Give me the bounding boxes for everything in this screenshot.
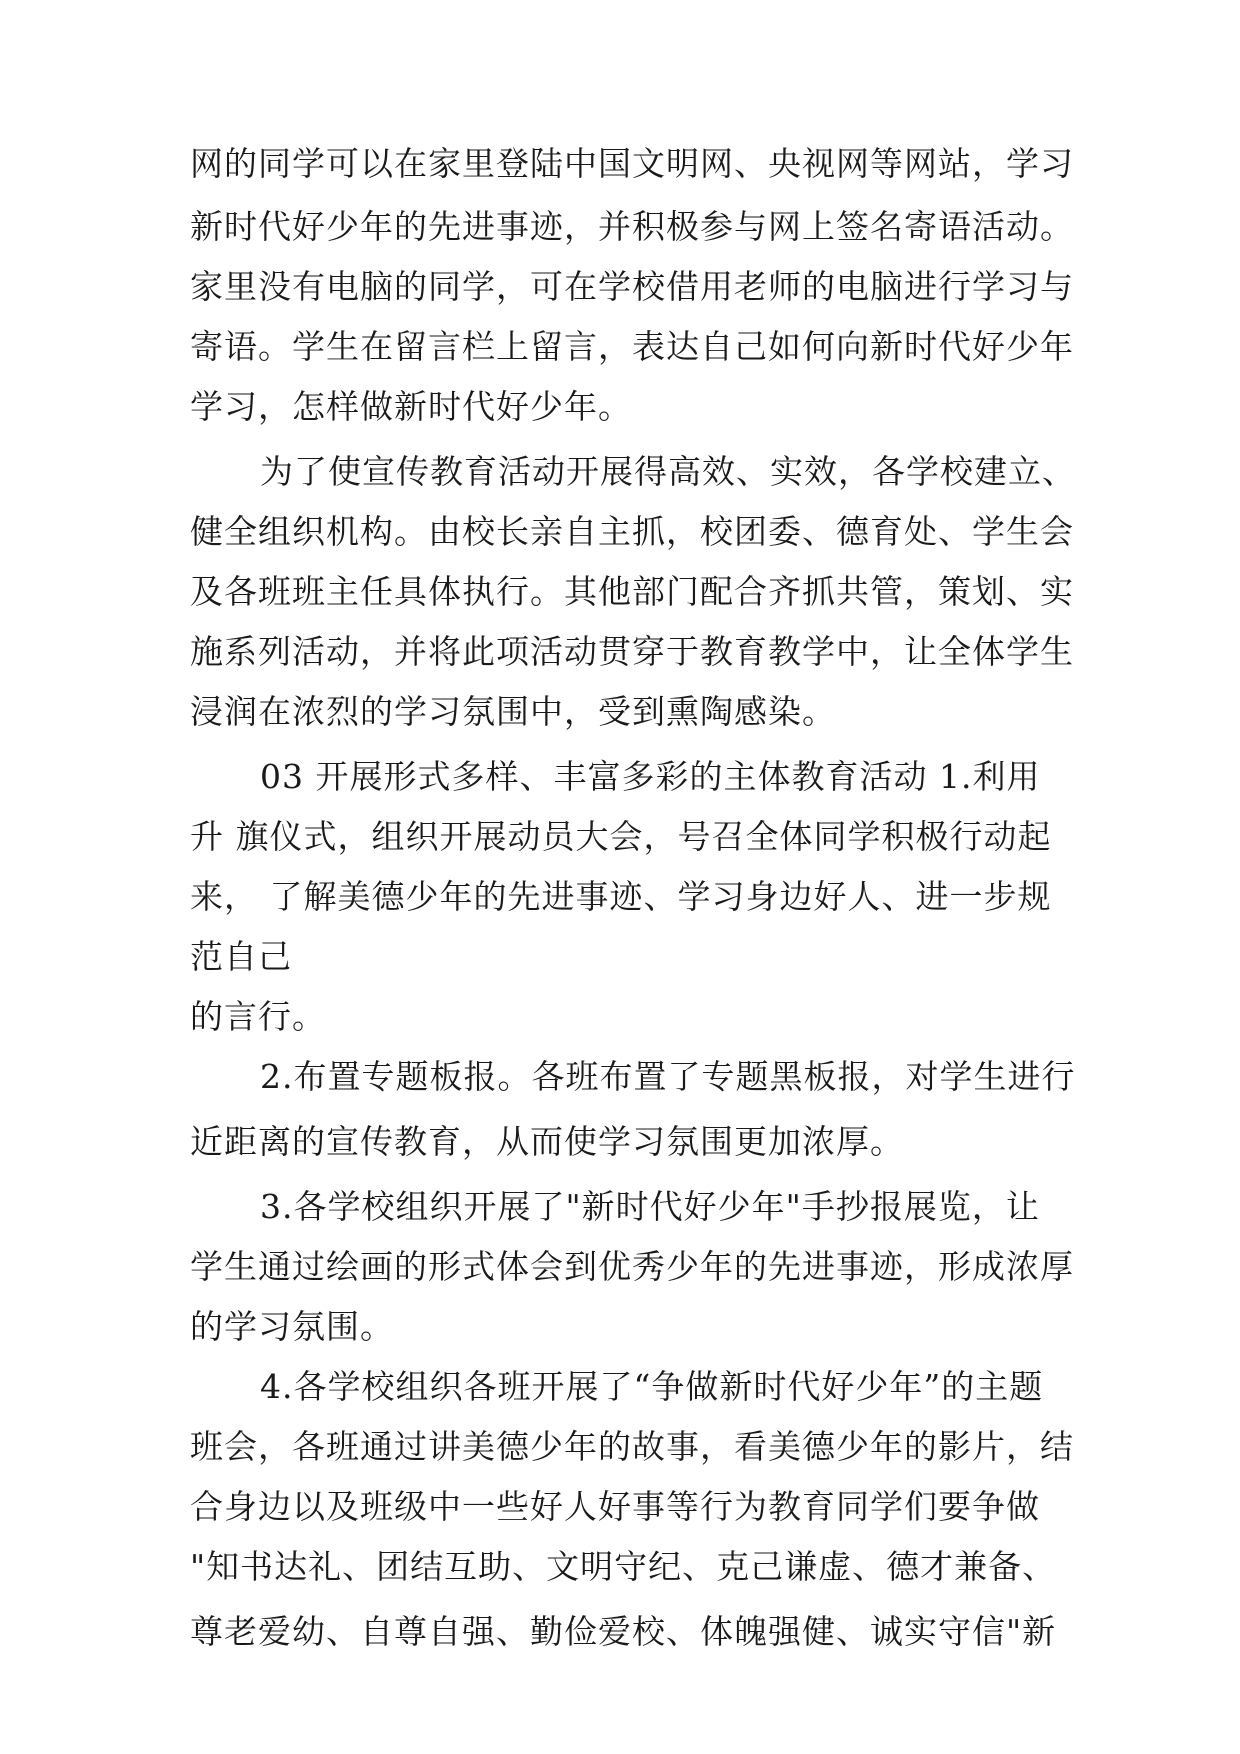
text-line: 的言行。 bbox=[190, 997, 326, 1036]
text-line: 学生通过绘画的形式体会到优秀少年的先进事迹，形成浓厚 bbox=[190, 1247, 1074, 1286]
text-line: 健全组织机构。由校长亲自主抓，校团委、德育处、学生会 bbox=[190, 512, 1074, 551]
paragraph-first-line: 4.各学校组织各班开展了“争做新时代好少年”的主题 bbox=[260, 1367, 1044, 1406]
text-line: "知书达礼、团结互助、文明守纪、克己谦虚、德才兼备、 bbox=[190, 1547, 1057, 1586]
text-line: 施系列活动，并将此项活动贯穿于教育教学中，让全体学生 bbox=[190, 632, 1074, 671]
text-line: 升 旗仪式，组织开展动员大会，号召全体同学积极行动起 bbox=[190, 817, 1052, 856]
text-line: 尊老爱幼、自尊自强、勤俭爱校、体魄强健、诚实守信"新 bbox=[190, 1612, 1057, 1651]
paragraph-first-line: 2.布置专题板报。各班布置了专题黑板报，对学生进行 bbox=[260, 1057, 1076, 1096]
text-line: 来， 了解美德少年的先进事迹、学习身边好人、进一步规 bbox=[190, 877, 1052, 916]
paragraph-first-line: 3.各学校组织开展了"新时代好少年"手抄报展览，让 bbox=[260, 1187, 1040, 1226]
text-line: 及各班班主任具体执行。其他部门配合齐抓共管，策划、实 bbox=[190, 572, 1074, 611]
text-line: 范自己 bbox=[190, 937, 292, 976]
text-line: 的学习氛围。 bbox=[190, 1307, 394, 1346]
paragraph-first-line: 03 开展形式多样、丰富多彩的主体教育活动 1.利用 bbox=[260, 757, 1041, 796]
text-line: 合身边以及班级中一些好人好事等行为教育同学们要争做 bbox=[190, 1487, 1040, 1526]
text-line: 网的同学可以在家里登陆中国文明网、央视网等网站，学习 bbox=[190, 144, 1074, 183]
text-line: 学习，怎样做新时代好少年。 bbox=[190, 387, 632, 426]
text-line: 近距离的宣传教育，从而使学习氛围更加浓厚。 bbox=[190, 1122, 904, 1161]
paragraph-first-line: 为了使宣传教育活动开展得高效、实效，各学校建立、 bbox=[260, 452, 1076, 491]
text-line: 寄语。学生在留言栏上留言，表达自己如何向新时代好少年 bbox=[190, 327, 1074, 366]
text-line: 家里没有电脑的同学，可在学校借用老师的电脑进行学习与 bbox=[190, 267, 1074, 306]
text-line: 浸润在浓烈的学习氛围中，受到熏陶感染。 bbox=[190, 692, 836, 731]
text-line: 班会，各班通过讲美德少年的故事，看美德少年的影片，结 bbox=[190, 1427, 1074, 1466]
text-line: 新时代好少年的先进事迹，并积极参与网上签名寄语活动。 bbox=[190, 207, 1074, 246]
